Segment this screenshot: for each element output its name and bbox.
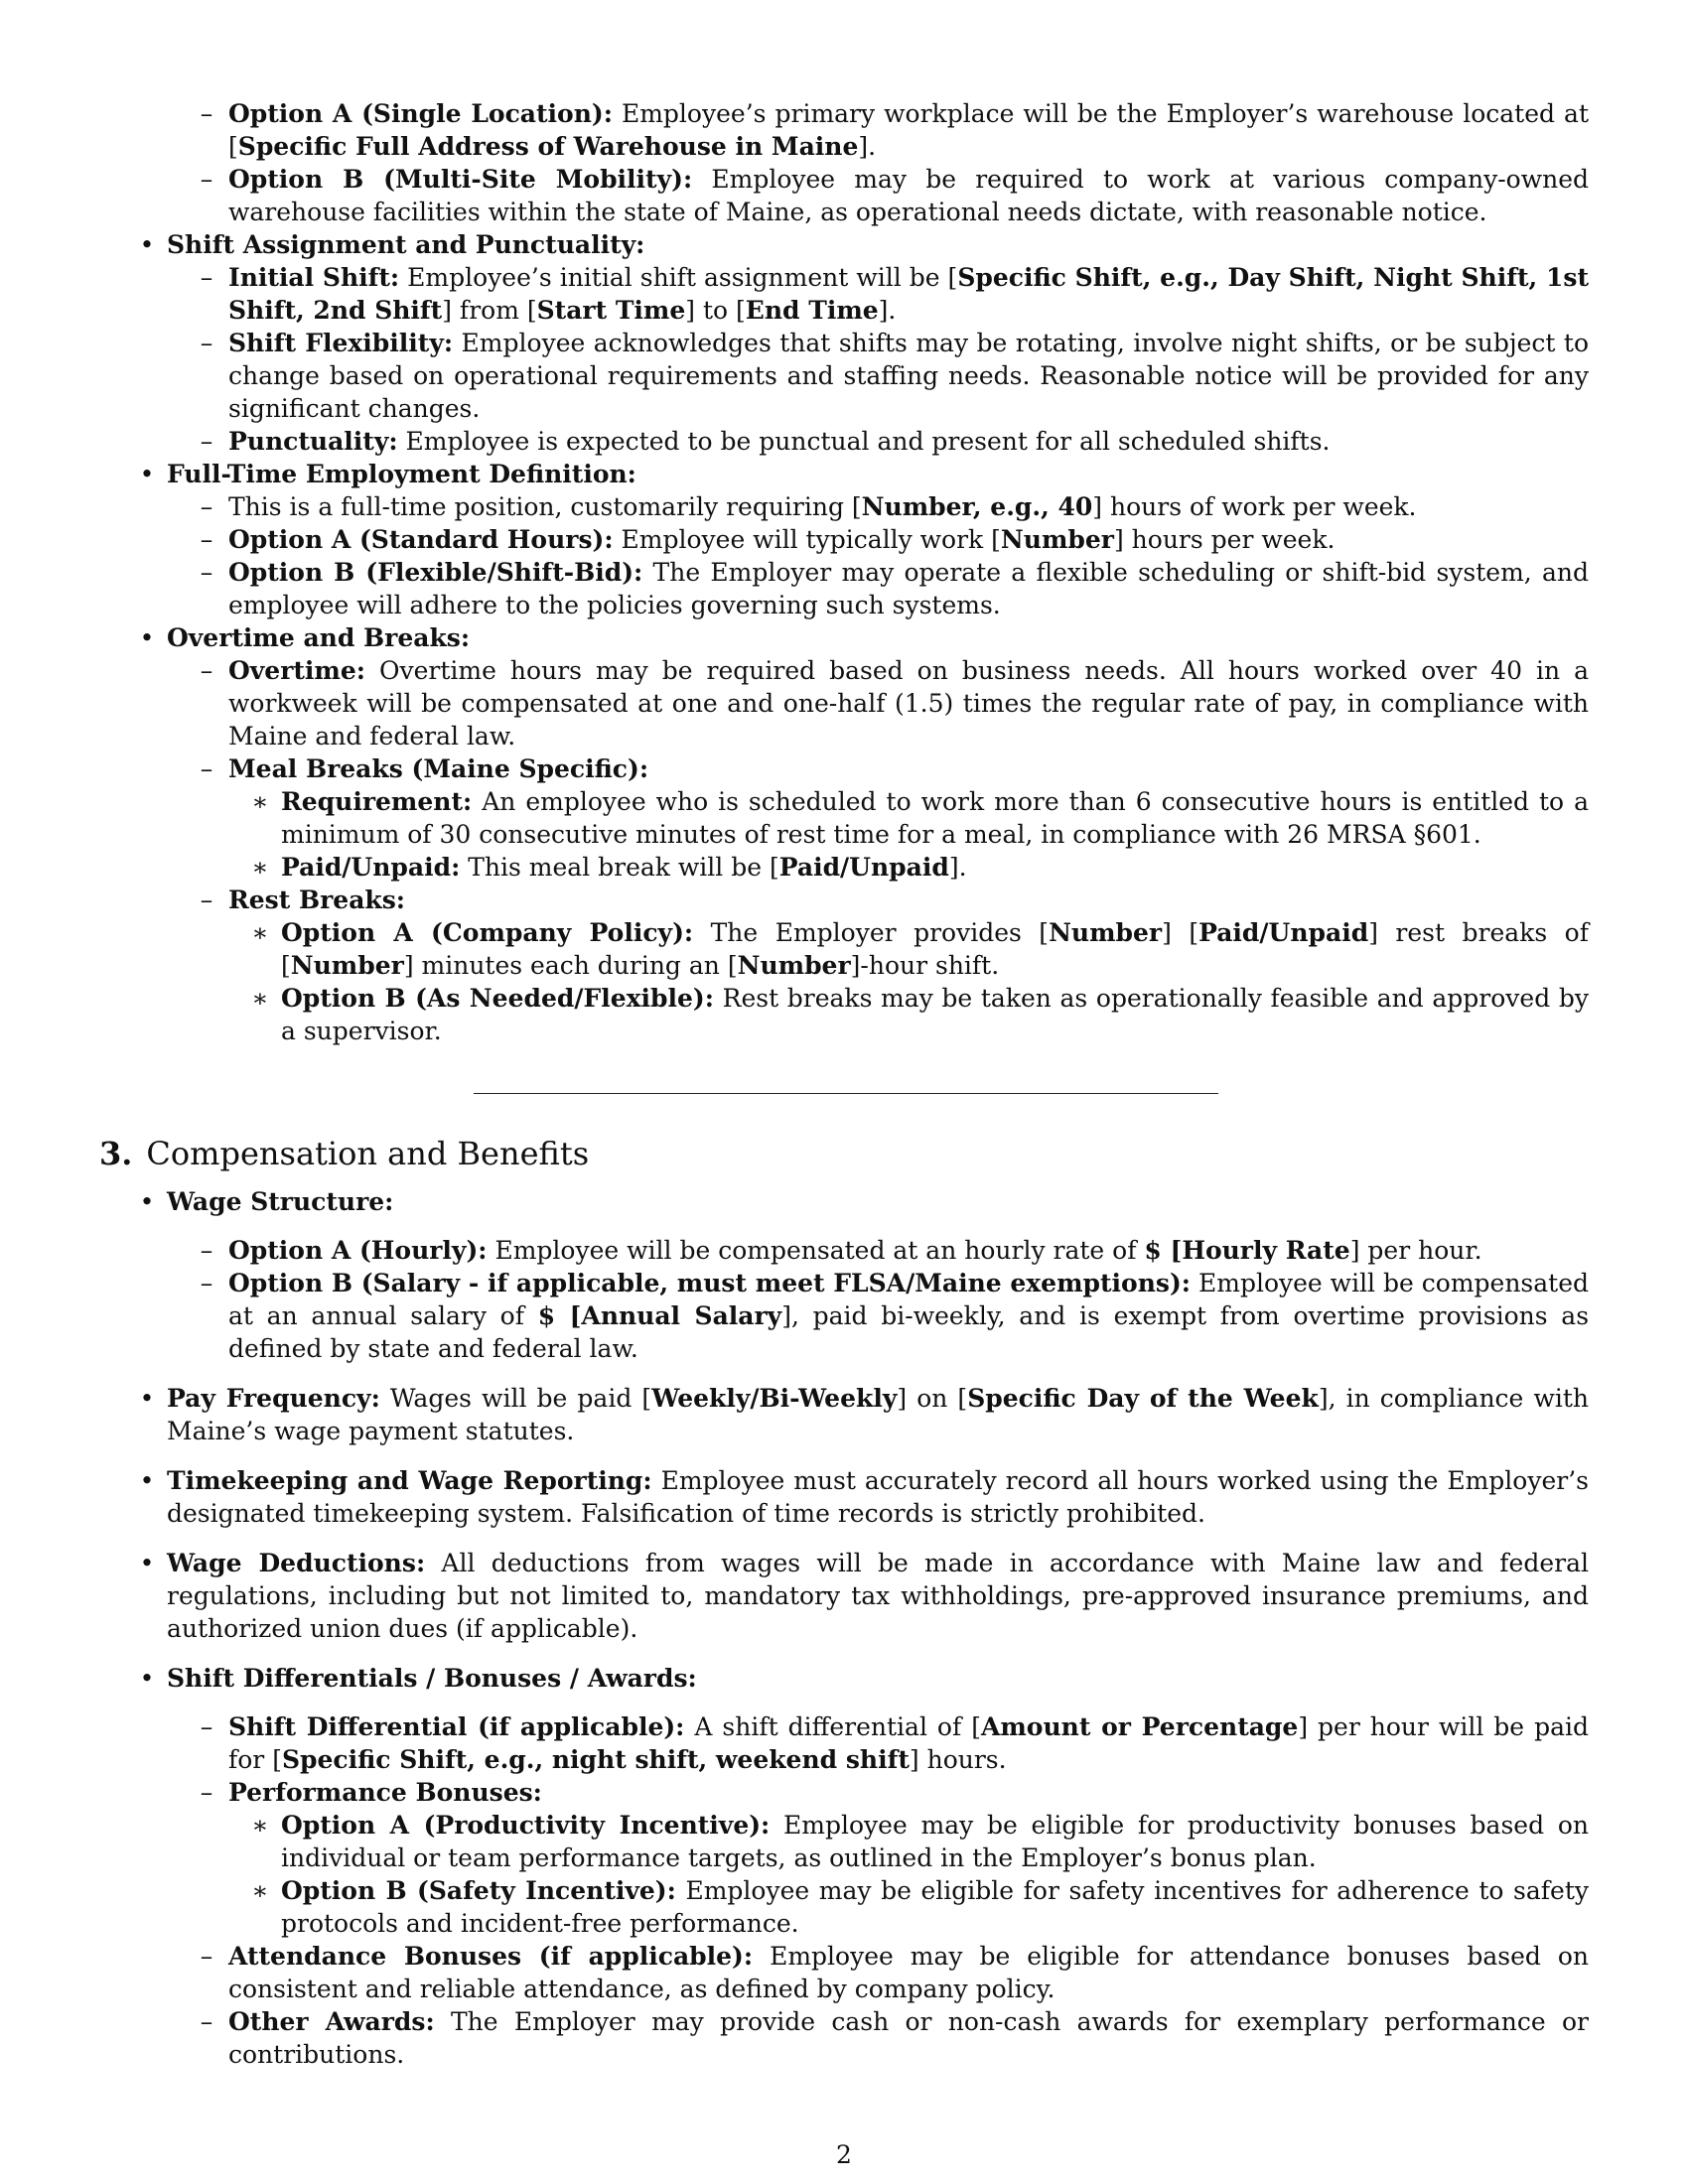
dash-marker: – [200, 492, 213, 521]
list-item: – Meal Breaks (Maine Specific): [99, 752, 1589, 785]
list-item [99, 1662, 1589, 1695]
list-item: • Wage Deductions: All deductions from wages will be made in accordance with Maine law and federal regulations, including but not limited to, mandatory tax withholdings, pre-approved insurance premiums, and authorized union dues (if applicable). [99, 1547, 1589, 1645]
section-divider [474, 1093, 1218, 1094]
list-item: – Attendance Bonuses (if applicable): Employee may be eligible for attendance bonuses based on consistent and reliable attendance, as defined by company policy. [99, 1940, 1589, 2005]
list-item: – Initial Shift: Employee’s initial shift assignment will be [Specific Shift, e.g., Day Shift, Night Shift, 1st Shift, 2nd Shift] from [Start Time] to [End Time]. [99, 261, 1589, 327]
list-item [99, 1185, 1589, 1218]
dash-marker: – [200, 263, 213, 292]
list-item: • Pay Frequency: Wages will be paid [Weekly/Bi-Weekly] on [Specific Day of the Week], in compliance with Maine’s wage payment statutes. [99, 1382, 1589, 1447]
list-item: – Shift Differential (if applicable): A shift differential of [Amount or Percentage] per hour will be paid for [Specific Shift, e.g., night shift, weekend shift] hours. [99, 1710, 1589, 1776]
dash-marker: – [200, 886, 213, 914]
list-item: – This is a full-time position, customarily requiring [Number, e.g., 40] hours of work per week. [99, 490, 1589, 523]
list-item: – Option A (Single Location): Employee’s primary workplace will be the Employer’s warehouse located at [Specific Full Address of Warehouse in Maine]. [99, 97, 1589, 163]
bullet-marker: • [139, 1466, 155, 1495]
dash-marker: – [200, 1778, 213, 1807]
list-item: – Rest Breaks: [99, 884, 1589, 916]
list-item: – Option A (Standard Hours): Employee will typically work [Number] hours per week. [99, 523, 1589, 556]
item-heading: Full-Time Employment Definition: [167, 460, 636, 488]
dash-marker: – [200, 99, 213, 128]
item-heading: Overtime and Breaks: [167, 623, 471, 652]
dash-marker: – [200, 329, 213, 357]
star-marker: ∗ [251, 918, 269, 947]
bullet-marker: • [139, 1187, 155, 1216]
star-marker: ∗ [251, 984, 269, 1013]
dash-marker: – [200, 165, 213, 194]
list-item: – Performance Bonuses: [99, 1776, 1589, 1809]
list-item: ∗ Option B (As Needed/Flexible): Rest breaks may be taken as operationally feasible and approved by a supervisor. [99, 982, 1589, 1047]
bullet-marker: • [139, 230, 155, 259]
list-item: – Option B (Salary - if applicable, must meet FLSA/Maine exemptions): Employee will be compensated at an annual salary of $ [Annual Salary], paid bi-weekly, and is exempt from overtime provisions as defined by state and federal law. [99, 1267, 1589, 1365]
list-item: – Option B (Multi-Site Mobility): Employee may be required to work at various company-owned warehouse facilities within the state of Maine, as operational needs dictate, with reasonable notice. [99, 163, 1589, 228]
page-number: 2 [836, 2140, 852, 2169]
list-item: – Shift Flexibility: Employee acknowledges that shifts may be rotating, involve night shifts, or be subject to change based on operational requirements and staffing needs. Reasonable notice will be provided for any significant changes. [99, 327, 1589, 425]
dash-marker: – [200, 1269, 213, 1297]
item-heading: Shift Differentials / Bonuses / Awards: [167, 1664, 697, 1693]
section-heading: 3. Compensation and Benefits [99, 1135, 590, 1172]
list-item [99, 228, 1589, 261]
list-item: ∗ Paid/Unpaid: This meal break will be [Paid/Unpaid]. [99, 851, 1589, 884]
list-item: • Timekeeping and Wage Reporting: Employee must accurately record all hours worked using the Employer’s designated timekeeping system. Falsification of time records is strictly prohibited. [99, 1464, 1589, 1530]
item-heading: Wage Structure: [167, 1187, 394, 1216]
list-item: ∗ Requirement: An employee who is scheduled to work more than 6 consecutive hours is entitled to a minimum of 30 consecutive minutes of rest time for a meal, in compliance with 26 MRSA §601. [99, 785, 1589, 851]
dash-marker: – [200, 427, 213, 456]
star-marker: ∗ [251, 853, 269, 882]
list-item [99, 458, 1589, 490]
list-item: ∗ Option A (Productivity Incentive): Employee may be eligible for productivity bonuses based on individual or team performance targets, as outlined in the Employer’s bonus plan. [99, 1809, 1589, 1874]
star-marker: ∗ [251, 787, 269, 816]
bullet-marker: • [139, 623, 155, 652]
dash-marker: – [200, 2007, 213, 2036]
dash-marker: – [200, 525, 213, 554]
star-marker: ∗ [251, 1876, 269, 1905]
dash-marker: – [200, 1942, 213, 1971]
dash-marker: – [200, 1712, 213, 1741]
item-heading: Shift Assignment and Punctuality: [167, 230, 645, 259]
dash-marker: – [200, 1236, 213, 1265]
list-item [99, 621, 1589, 654]
list-item: – Overtime: Overtime hours may be required based on business needs. All hours worked over 40 in a workweek will be compensated at one and one-half (1.5) times the regular rate of pay, in compliance with Maine and federal law. [99, 654, 1589, 752]
list-item: – Other Awards: The Employer may provide cash or non-cash awards for exemplary performance or contributions. [99, 2005, 1589, 2071]
star-marker: ∗ [251, 1811, 269, 1840]
list-item: ∗ Option A (Company Policy): The Employer provides [Number] [Paid/Unpaid] rest breaks of [Number] minutes each during an [Number]-hour shift. [99, 916, 1589, 982]
bullet-marker: • [139, 460, 155, 488]
bullet-marker: • [139, 1549, 155, 1577]
document-page [99, 97, 1589, 2071]
list-item: – Option A (Hourly): Employee will be compensated at an hourly rate of $ [Hourly Rate] per hour. [99, 1234, 1589, 1267]
list-item: ∗ Option B (Safety Incentive): Employee may be eligible for safety incentives for adherence to safety protocols and incident-free performance. [99, 1874, 1589, 1940]
dash-marker: – [200, 558, 213, 587]
bullet-marker: • [139, 1384, 155, 1413]
list-item: – Option B (Flexible/Shift-Bid): The Employer may operate a flexible scheduling or shift-bid system, and employee will adhere to the policies governing such systems. [99, 556, 1589, 621]
bullet-marker: • [139, 1664, 155, 1693]
list-item: – Punctuality: Employee is expected to be punctual and present for all scheduled shifts. [99, 425, 1589, 458]
dash-marker: – [200, 754, 213, 783]
dash-marker: – [200, 656, 213, 685]
